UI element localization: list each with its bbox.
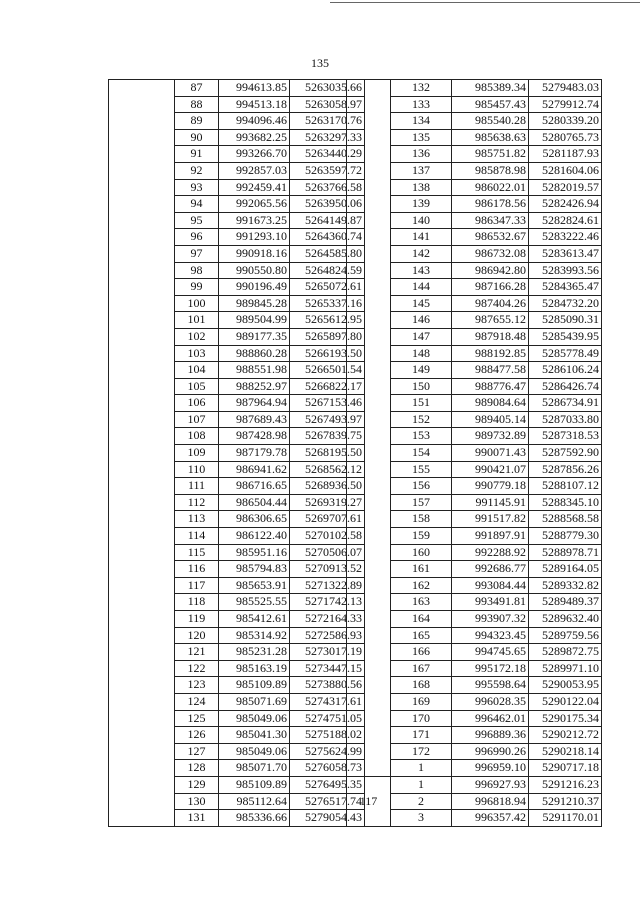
x-coordinate-cell: 995172.18 (452, 660, 529, 677)
x-coordinate-cell: 996959.10 (452, 760, 529, 777)
x-coordinate-cell: 990550.80 (219, 262, 290, 279)
y-coordinate-cell: 5272164.33 (290, 611, 365, 628)
point-number-cell: 95 (175, 212, 219, 229)
x-coordinate-cell: 985951.16 (219, 544, 290, 561)
y-coordinate-cell: 5264824.59 (290, 262, 365, 279)
y-coordinate-cell: 5279912.74 (529, 96, 602, 113)
point-number-cell: 126 (175, 727, 219, 744)
point-number-cell: 124 (175, 693, 219, 710)
y-coordinate-cell: 5269319.27 (290, 494, 365, 511)
x-coordinate-cell: 987918.48 (452, 328, 529, 345)
y-coordinate-cell: 5266193.50 (290, 345, 365, 362)
x-coordinate-cell: 985112.64 (219, 793, 290, 810)
x-coordinate-cell: 985049.06 (219, 710, 290, 727)
y-coordinate-cell: 5270913.52 (290, 561, 365, 578)
x-coordinate-cell: 985540.28 (452, 113, 529, 130)
point-number-cell: 121 (175, 644, 219, 661)
x-coordinate-cell: 993084.44 (452, 577, 529, 594)
point-number-cell: 127 (175, 743, 219, 760)
y-coordinate-cell: 5269707.61 (290, 511, 365, 528)
y-coordinate-cell: 5290053.95 (529, 677, 602, 694)
point-number-cell: 90 (175, 129, 219, 146)
point-number-cell: 123 (175, 677, 219, 694)
y-coordinate-cell: 5265337.16 (290, 295, 365, 312)
point-number-cell: 137 (391, 162, 452, 179)
point-number-cell: 149 (391, 362, 452, 379)
x-coordinate-cell: 985794.83 (219, 561, 290, 578)
y-coordinate-cell: 5263035.66 (290, 80, 365, 97)
point-number-cell: 159 (391, 528, 452, 545)
y-coordinate-cell: 5281187.93 (529, 146, 602, 163)
point-number-cell: 92 (175, 162, 219, 179)
y-coordinate-cell: 5267153.46 (290, 395, 365, 412)
x-coordinate-cell: 994513.18 (219, 96, 290, 113)
x-coordinate-cell: 989177.35 (219, 328, 290, 345)
x-coordinate-cell: 990918.16 (219, 245, 290, 262)
point-number-cell: 113 (175, 511, 219, 528)
y-coordinate-cell: 5289872.75 (529, 644, 602, 661)
x-coordinate-cell: 990779.18 (452, 478, 529, 495)
point-number-cell: 158 (391, 511, 452, 528)
x-coordinate-cell: 985109.89 (219, 776, 290, 793)
y-coordinate-cell: 5271742.13 (290, 594, 365, 611)
point-number-cell: 155 (391, 461, 452, 478)
x-coordinate-cell: 986941.62 (219, 461, 290, 478)
x-coordinate-cell: 985231.28 (219, 644, 290, 661)
x-coordinate-cell: 989504.99 (219, 312, 290, 329)
point-number-cell: 93 (175, 179, 219, 196)
x-coordinate-cell: 985525.55 (219, 594, 290, 611)
point-number-cell: 117 (175, 577, 219, 594)
x-coordinate-cell: 986942.80 (452, 262, 529, 279)
y-coordinate-cell: 5263297.33 (290, 129, 365, 146)
x-coordinate-cell: 985751.82 (452, 146, 529, 163)
x-coordinate-cell: 989084.64 (452, 395, 529, 412)
y-coordinate-cell: 5290175.34 (529, 710, 602, 727)
x-coordinate-cell: 990196.49 (219, 279, 290, 296)
point-number-cell: 165 (391, 627, 452, 644)
x-coordinate-cell: 989405.14 (452, 411, 529, 428)
point-number-cell: 135 (391, 129, 452, 146)
x-coordinate-cell: 993682.25 (219, 129, 290, 146)
group-cell (347, 80, 391, 777)
x-coordinate-cell: 987166.28 (452, 279, 529, 296)
x-coordinate-cell: 996889.36 (452, 727, 529, 744)
point-number-cell: 152 (391, 411, 452, 428)
x-coordinate-cell: 992857.03 (219, 162, 290, 179)
x-coordinate-cell: 988860.28 (219, 345, 290, 362)
y-coordinate-cell: 5274751.05 (290, 710, 365, 727)
point-number-cell: 134 (391, 113, 452, 130)
point-number-cell: 171 (391, 727, 452, 744)
point-number-cell: 107 (175, 411, 219, 428)
point-number-cell: 142 (391, 245, 452, 262)
x-coordinate-cell: 988776.47 (452, 378, 529, 395)
x-coordinate-cell: 987689.43 (219, 411, 290, 428)
x-coordinate-cell: 985878.98 (452, 162, 529, 179)
y-coordinate-cell: 5264585.80 (290, 245, 365, 262)
x-coordinate-cell: 991145.91 (452, 494, 529, 511)
point-number-cell: 110 (175, 461, 219, 478)
y-coordinate-cell: 5288345.10 (529, 494, 602, 511)
point-number-cell: 131 (175, 810, 219, 827)
y-coordinate-cell: 5270506.07 (290, 544, 365, 561)
point-number-cell: 161 (391, 561, 452, 578)
point-number-cell: 132 (391, 80, 452, 97)
x-coordinate-cell: 986022.01 (452, 179, 529, 196)
y-coordinate-cell: 5291210.37 (529, 793, 602, 810)
y-coordinate-cell: 5276517.74 (290, 793, 365, 810)
point-number-cell: 112 (175, 494, 219, 511)
x-coordinate-cell: 988252.97 (219, 378, 290, 395)
x-coordinate-cell: 987179.78 (219, 445, 290, 462)
y-coordinate-cell: 5270102.58 (290, 528, 365, 545)
x-coordinate-cell: 985049.06 (219, 743, 290, 760)
x-coordinate-cell: 988477.58 (452, 362, 529, 379)
point-number-cell: 170 (391, 710, 452, 727)
y-coordinate-cell: 5281604.06 (529, 162, 602, 179)
y-coordinate-cell: 5263950.06 (290, 196, 365, 213)
x-coordinate-cell: 991897.91 (452, 528, 529, 545)
y-coordinate-cell: 5291170.01 (529, 810, 602, 827)
x-coordinate-cell: 985412.61 (219, 611, 290, 628)
x-coordinate-cell: 994745.65 (452, 644, 529, 661)
table-row (347, 80, 602, 97)
y-coordinate-cell: 5267839.75 (290, 428, 365, 445)
x-coordinate-cell: 996357.42 (452, 810, 529, 827)
y-coordinate-cell: 5284365.47 (529, 279, 602, 296)
table-row (347, 776, 602, 793)
point-number-cell: 100 (175, 295, 219, 312)
x-coordinate-cell: 994096.46 (219, 113, 290, 130)
y-coordinate-cell: 5289489.37 (529, 594, 602, 611)
point-number-cell: 167 (391, 660, 452, 677)
point-number-cell: 120 (175, 627, 219, 644)
y-coordinate-cell: 5268936.50 (290, 478, 365, 495)
point-number-cell: 164 (391, 611, 452, 628)
x-coordinate-cell: 992065.56 (219, 196, 290, 213)
y-coordinate-cell: 5282824.61 (529, 212, 602, 229)
y-coordinate-cell: 5282019.57 (529, 179, 602, 196)
y-coordinate-cell: 5284732.20 (529, 295, 602, 312)
point-number-cell: 169 (391, 693, 452, 710)
x-coordinate-cell: 995598.64 (452, 677, 529, 694)
point-number-cell: 2 (391, 793, 452, 810)
y-coordinate-cell: 5264149.87 (290, 212, 365, 229)
y-coordinate-cell: 5286734.91 (529, 395, 602, 412)
point-number-cell: 94 (175, 196, 219, 213)
point-number-cell: 172 (391, 743, 452, 760)
x-coordinate-cell: 996927.93 (452, 776, 529, 793)
point-number-cell: 91 (175, 146, 219, 163)
y-coordinate-cell: 5285778.49 (529, 345, 602, 362)
group-cell: 117 (347, 776, 391, 826)
point-number-cell: 163 (391, 594, 452, 611)
y-coordinate-cell: 5289332.82 (529, 577, 602, 594)
point-number-cell: 130 (175, 793, 219, 810)
point-number-cell: 96 (175, 229, 219, 246)
y-coordinate-cell: 5263766.58 (290, 179, 365, 196)
point-number-cell: 143 (391, 262, 452, 279)
y-coordinate-cell: 5290122.04 (529, 693, 602, 710)
y-coordinate-cell: 5263597.72 (290, 162, 365, 179)
y-coordinate-cell: 5283222.46 (529, 229, 602, 246)
point-number-cell: 166 (391, 644, 452, 661)
y-coordinate-cell: 5279054.43 (290, 810, 365, 827)
x-coordinate-cell: 987404.26 (452, 295, 529, 312)
x-coordinate-cell: 986716.65 (219, 478, 290, 495)
y-coordinate-cell: 5272586.93 (290, 627, 365, 644)
point-number-cell: 148 (391, 345, 452, 362)
point-number-cell: 115 (175, 544, 219, 561)
point-number-cell: 168 (391, 677, 452, 694)
y-coordinate-cell: 5290218.14 (529, 743, 602, 760)
x-coordinate-cell: 996818.94 (452, 793, 529, 810)
y-coordinate-cell: 5288568.58 (529, 511, 602, 528)
y-coordinate-cell: 5280765.73 (529, 129, 602, 146)
x-coordinate-cell: 996028.35 (452, 693, 529, 710)
y-coordinate-cell: 5265072.61 (290, 279, 365, 296)
point-number-cell: 128 (175, 760, 219, 777)
point-number-cell: 138 (391, 179, 452, 196)
x-coordinate-cell: 990421.07 (452, 461, 529, 478)
x-coordinate-cell: 988551.98 (219, 362, 290, 379)
x-coordinate-cell: 993491.81 (452, 594, 529, 611)
point-number-cell: 154 (391, 445, 452, 462)
x-coordinate-cell: 985071.70 (219, 760, 290, 777)
y-coordinate-cell: 5287033.80 (529, 411, 602, 428)
point-number-cell: 97 (175, 245, 219, 262)
y-coordinate-cell: 5288107.12 (529, 478, 602, 495)
point-number-cell: 141 (391, 229, 452, 246)
x-coordinate-cell: 987655.12 (452, 312, 529, 329)
y-coordinate-cell: 5290212.72 (529, 727, 602, 744)
x-coordinate-cell: 988192.85 (452, 345, 529, 362)
x-coordinate-cell: 986347.33 (452, 212, 529, 229)
point-number-cell: 157 (391, 494, 452, 511)
x-coordinate-cell: 986504.44 (219, 494, 290, 511)
point-number-cell: 1 (391, 760, 452, 777)
point-number-cell: 144 (391, 279, 452, 296)
point-number-cell: 105 (175, 378, 219, 395)
point-number-cell: 109 (175, 445, 219, 462)
y-coordinate-cell: 5264360.74 (290, 229, 365, 246)
point-number-cell: 118 (175, 594, 219, 611)
x-coordinate-cell: 986732.08 (452, 245, 529, 262)
point-number-cell: 87 (175, 80, 219, 97)
point-number-cell: 102 (175, 328, 219, 345)
y-coordinate-cell: 5263170.76 (290, 113, 365, 130)
y-coordinate-cell: 5286426.74 (529, 378, 602, 395)
x-coordinate-cell: 992686.77 (452, 561, 529, 578)
point-number-cell: 99 (175, 279, 219, 296)
x-coordinate-cell: 994323.45 (452, 627, 529, 644)
y-coordinate-cell: 5266501.54 (290, 362, 365, 379)
y-coordinate-cell: 5273447.15 (290, 660, 365, 677)
point-number-cell: 106 (175, 395, 219, 412)
y-coordinate-cell: 5266822.17 (290, 378, 365, 395)
point-number-cell: 129 (175, 776, 219, 793)
x-coordinate-cell: 990071.43 (452, 445, 529, 462)
top-rule (330, 2, 640, 3)
y-coordinate-cell: 5291216.23 (529, 776, 602, 793)
y-coordinate-cell: 5285439.95 (529, 328, 602, 345)
x-coordinate-cell: 996990.26 (452, 743, 529, 760)
y-coordinate-cell: 5276058.73 (290, 760, 365, 777)
point-number-cell: 136 (391, 146, 452, 163)
point-number-cell: 89 (175, 113, 219, 130)
point-number-cell: 101 (175, 312, 219, 329)
x-coordinate-cell: 986178.56 (452, 196, 529, 213)
point-number-cell: 103 (175, 345, 219, 362)
y-coordinate-cell: 5268562.12 (290, 461, 365, 478)
point-number-cell: 133 (391, 96, 452, 113)
y-coordinate-cell: 5289759.56 (529, 627, 602, 644)
point-number-cell: 139 (391, 196, 452, 213)
y-coordinate-cell: 5283993.56 (529, 262, 602, 279)
y-coordinate-cell: 5280339.20 (529, 113, 602, 130)
x-coordinate-cell: 985071.69 (219, 693, 290, 710)
y-coordinate-cell: 5263440.29 (290, 146, 365, 163)
x-coordinate-cell: 985314.92 (219, 627, 290, 644)
y-coordinate-cell: 5263058.97 (290, 96, 365, 113)
y-coordinate-cell: 5282426.94 (529, 196, 602, 213)
x-coordinate-cell: 991517.82 (452, 511, 529, 528)
x-coordinate-cell: 985041.30 (219, 727, 290, 744)
x-coordinate-cell: 985638.63 (452, 129, 529, 146)
x-coordinate-cell: 985389.34 (452, 80, 529, 97)
y-coordinate-cell: 5267493.97 (290, 411, 365, 428)
y-coordinate-cell: 5274317.61 (290, 693, 365, 710)
x-coordinate-cell: 992459.41 (219, 179, 290, 196)
y-coordinate-cell: 5287856.26 (529, 461, 602, 478)
y-coordinate-cell: 5283613.47 (529, 245, 602, 262)
point-number-cell: 151 (391, 395, 452, 412)
y-coordinate-cell: 5265612.95 (290, 312, 365, 329)
y-coordinate-cell: 5289971.10 (529, 660, 602, 677)
point-number-cell: 122 (175, 660, 219, 677)
point-number-cell: 108 (175, 428, 219, 445)
point-number-cell: 114 (175, 528, 219, 545)
point-number-cell: 88 (175, 96, 219, 113)
point-number-cell: 150 (391, 378, 452, 395)
point-number-cell: 111 (175, 478, 219, 495)
table-row (109, 80, 365, 97)
x-coordinate-cell: 989732.89 (452, 428, 529, 445)
y-coordinate-cell: 5275624.99 (290, 743, 365, 760)
y-coordinate-cell: 5275188.02 (290, 727, 365, 744)
point-number-cell: 98 (175, 262, 219, 279)
x-coordinate-cell: 987428.98 (219, 428, 290, 445)
y-coordinate-cell: 5288978.71 (529, 544, 602, 561)
x-coordinate-cell: 989845.28 (219, 295, 290, 312)
x-coordinate-cell: 992288.92 (452, 544, 529, 561)
point-number-cell: 140 (391, 212, 452, 229)
point-number-cell: 147 (391, 328, 452, 345)
group-cell (109, 80, 175, 827)
y-coordinate-cell: 5288779.30 (529, 528, 602, 545)
x-coordinate-cell: 993266.70 (219, 146, 290, 163)
point-number-cell: 116 (175, 561, 219, 578)
point-number-cell: 145 (391, 295, 452, 312)
y-coordinate-cell: 5279483.03 (529, 80, 602, 97)
y-coordinate-cell: 5271322.89 (290, 577, 365, 594)
y-coordinate-cell: 5289164.05 (529, 561, 602, 578)
y-coordinate-cell: 5287592.90 (529, 445, 602, 462)
point-number-cell: 3 (391, 810, 452, 827)
x-coordinate-cell: 994613.85 (219, 80, 290, 97)
x-coordinate-cell: 996462.01 (452, 710, 529, 727)
page-number: 135 (311, 56, 329, 70)
point-number-cell: 162 (391, 577, 452, 594)
point-number-cell: 119 (175, 611, 219, 628)
x-coordinate-cell: 985109.89 (219, 677, 290, 694)
y-coordinate-cell: 5286106.24 (529, 362, 602, 379)
point-number-cell: 146 (391, 312, 452, 329)
point-number-cell: 104 (175, 362, 219, 379)
x-coordinate-cell: 986122.40 (219, 528, 290, 545)
y-coordinate-cell: 5273880.56 (290, 677, 365, 694)
point-number-cell: 160 (391, 544, 452, 561)
y-coordinate-cell: 5268195.50 (290, 445, 365, 462)
x-coordinate-cell: 987964.94 (219, 395, 290, 412)
x-coordinate-cell: 991293.10 (219, 229, 290, 246)
x-coordinate-cell: 986532.67 (452, 229, 529, 246)
point-number-cell: 156 (391, 478, 452, 495)
x-coordinate-cell: 991673.25 (219, 212, 290, 229)
x-coordinate-cell: 993907.32 (452, 611, 529, 628)
y-coordinate-cell: 5276495.35 (290, 776, 365, 793)
point-number-cell: 1 (391, 776, 452, 793)
coordinates-table-left (108, 79, 365, 827)
point-number-cell: 125 (175, 710, 219, 727)
y-coordinate-cell: 5290717.18 (529, 760, 602, 777)
x-coordinate-cell: 985163.19 (219, 660, 290, 677)
x-coordinate-cell: 985336.66 (219, 810, 290, 827)
point-number-cell: 153 (391, 428, 452, 445)
x-coordinate-cell: 985653.91 (219, 577, 290, 594)
y-coordinate-cell: 5273017.19 (290, 644, 365, 661)
y-coordinate-cell: 5265897.80 (290, 328, 365, 345)
y-coordinate-cell: 5287318.53 (529, 428, 602, 445)
coordinates-table-right (346, 79, 602, 827)
y-coordinate-cell: 5285090.31 (529, 312, 602, 329)
x-coordinate-cell: 986306.65 (219, 511, 290, 528)
x-coordinate-cell: 985457.43 (452, 96, 529, 113)
y-coordinate-cell: 5289632.40 (529, 611, 602, 628)
